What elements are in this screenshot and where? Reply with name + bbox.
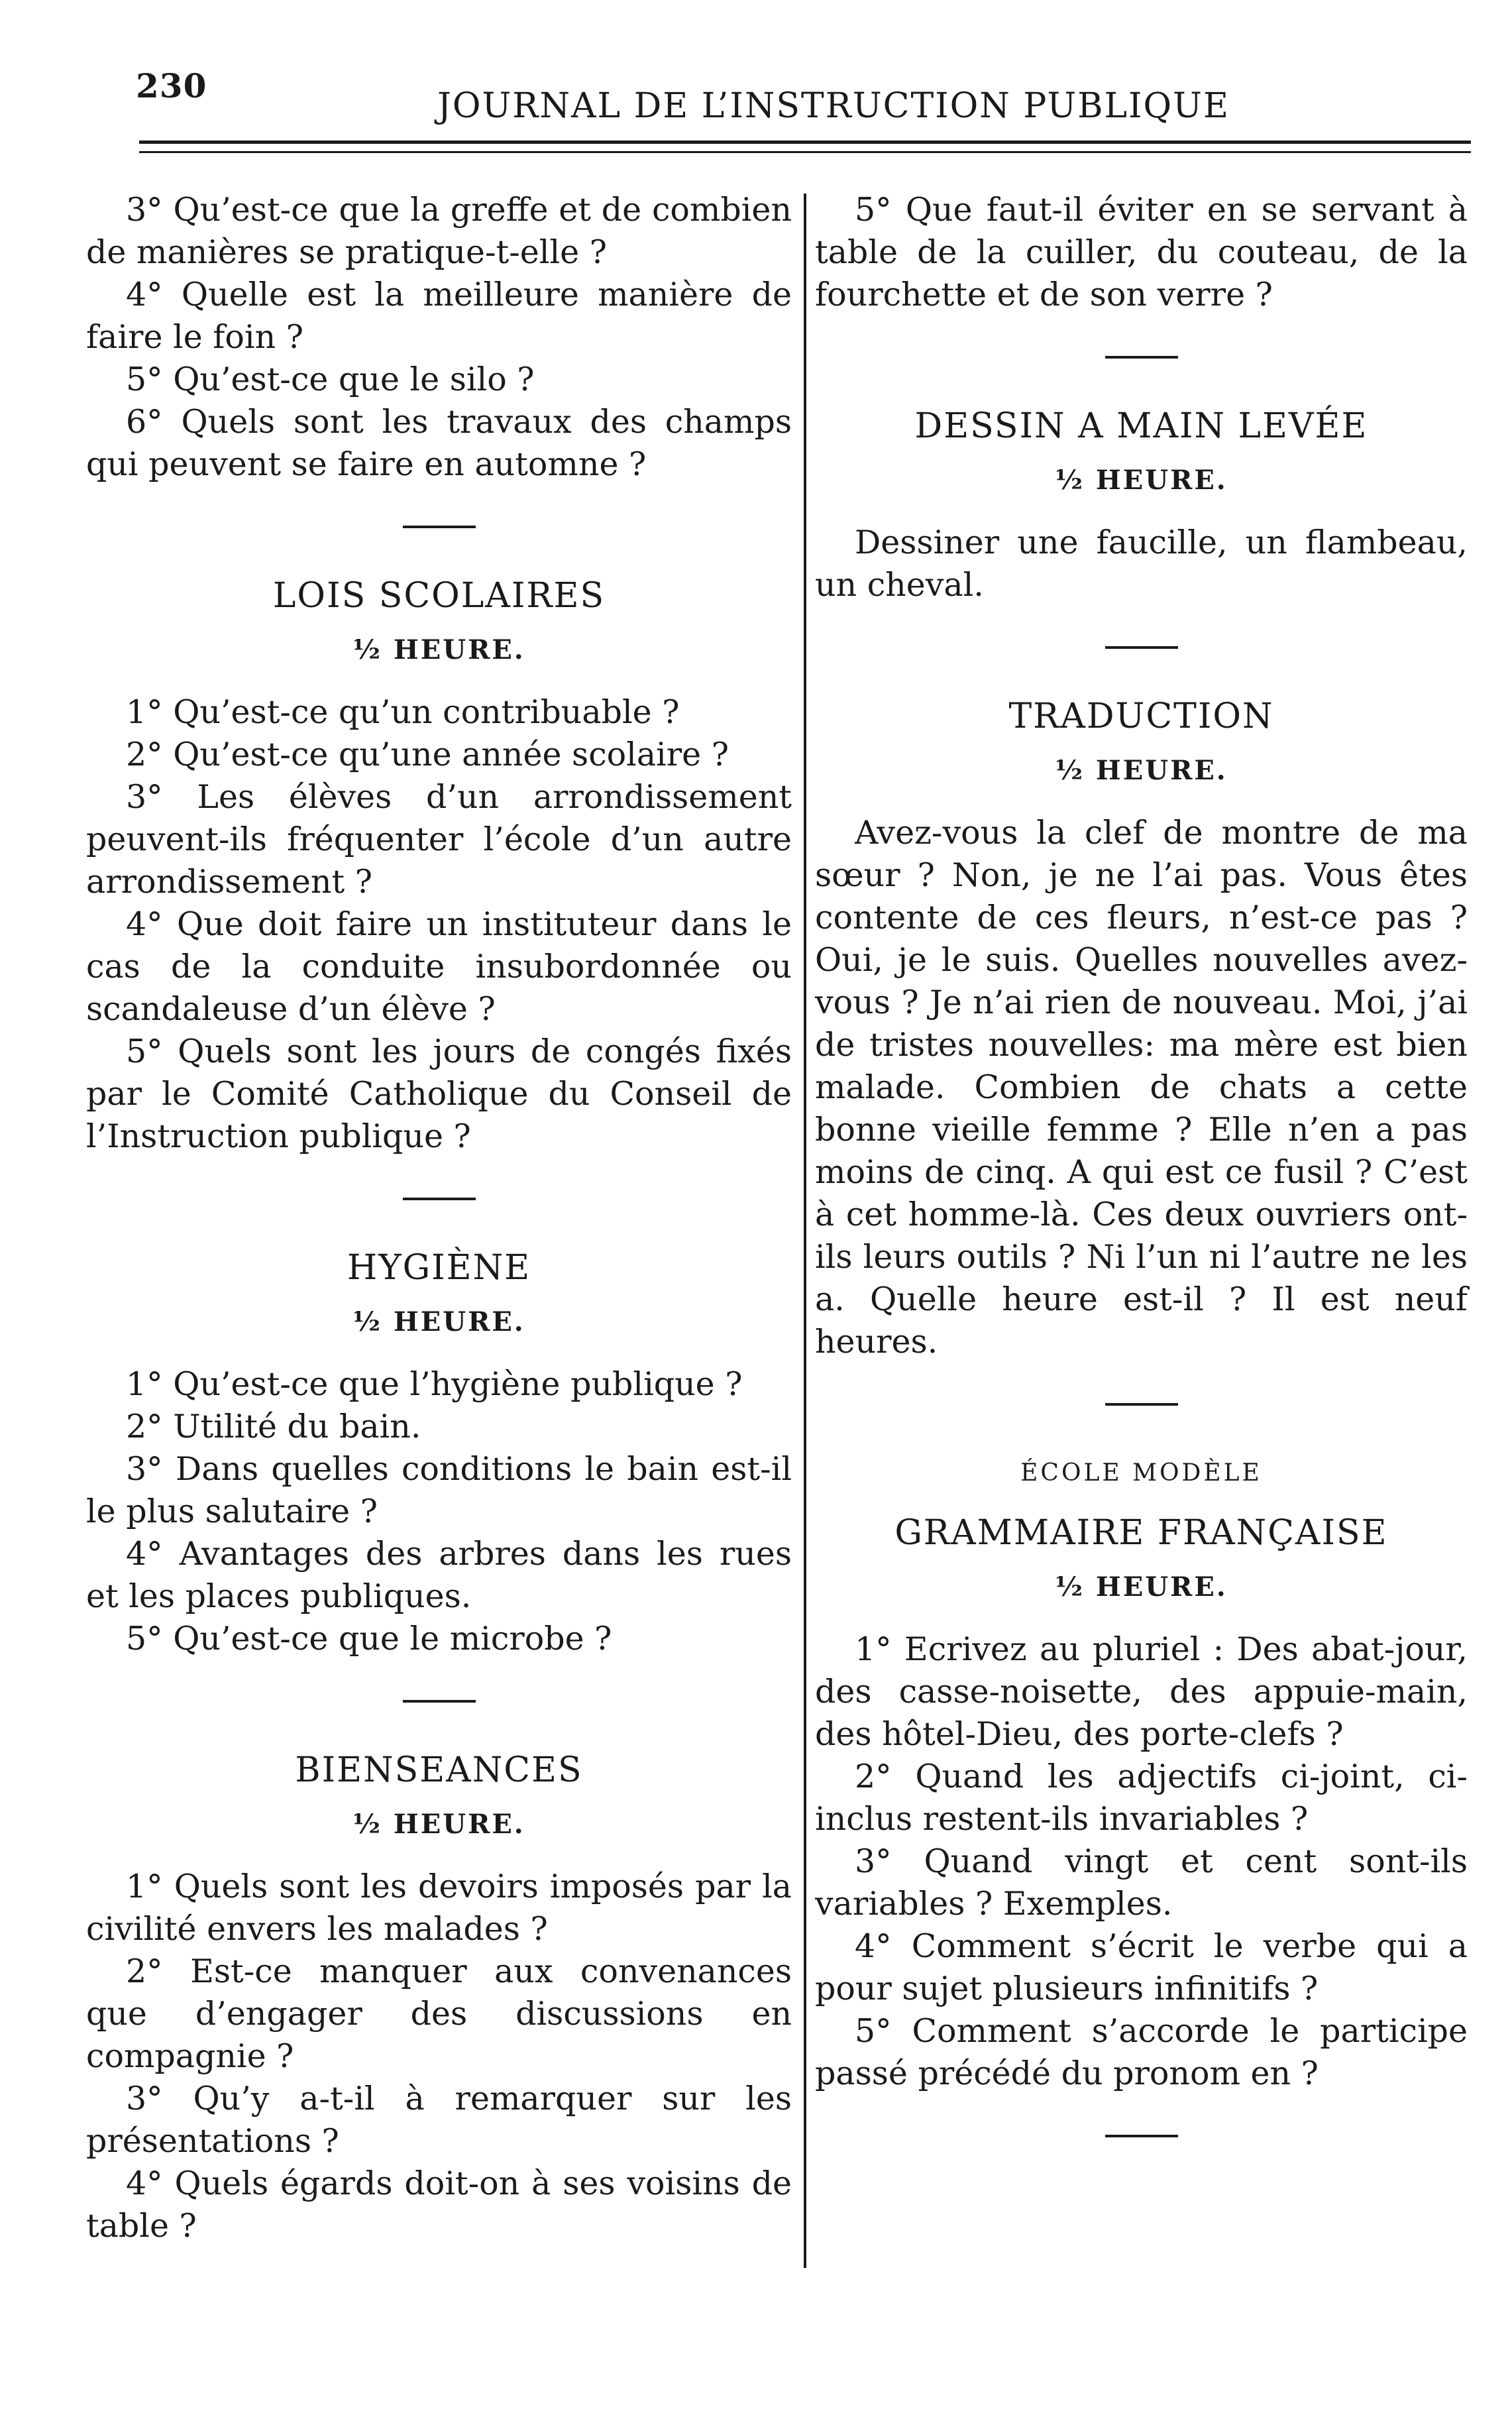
question: 2° Utilité du bain. xyxy=(126,1408,421,1445)
section-duration: ½ HEURE. xyxy=(1055,465,1228,496)
section-duration: ½ HEURE. xyxy=(352,634,525,665)
question: 5° Quels sont les jours de congés fixés par le Comité Catholique du Conseil de l’Instruction publique ? xyxy=(86,1033,792,1155)
section-separator xyxy=(403,526,476,528)
paragraph: Avez-vous la clef de montre de ma sœur ? Non, je ne l’ai pas. Vous êtes contente de ces fleurs, n’est-ce pas ? Oui, je le suis. Quelles nouvelles avez-vous ? Je n’ai rien de nouveau. Moi, j’ai de tristes nouvelles: ma mère est bien malade. Combien de chats a cette bonne vieille femme ? Elle n’en a pas moins de cinq. A qui est ce fusil ? C’est à cet homme-là. Ces deux ouvriers ont-ils leurs outils ? Ni l’un ni l’autre ne les a. Quelle heure est-il ? Il est neuf heures. xyxy=(815,814,1468,1361)
section-title-traduction: TRADUCTION xyxy=(1008,697,1274,736)
question: 3° Dans quelles conditions le bain est-il le plus salutaire ? xyxy=(86,1450,792,1530)
question: 4° Quels égards doit-on à ses voisins de table ? xyxy=(86,2165,792,2245)
section-title-bienseances: BIENSEANCES xyxy=(295,1750,583,1790)
left-column xyxy=(86,189,792,2247)
section-duration: ½ HEURE. xyxy=(352,1809,525,1840)
section-duration: ½ HEURE. xyxy=(1055,755,1228,786)
question: 1° Qu’est-ce qu’un contribuable ? xyxy=(126,693,680,731)
header-rule-thick xyxy=(139,141,1471,144)
section-title-lois-scolaires: LOIS SCOLAIRES xyxy=(272,576,606,616)
question: 4° Comment s’écrit le verbe qui a pour sujet plusieurs infinitifs ? xyxy=(815,1927,1468,2007)
question: 3° Qu’est-ce que la greffe et de combien de manières se pratique-t-elle ? xyxy=(86,191,792,271)
section-kicker: ÉCOLE MODÈLE xyxy=(1020,1459,1262,1487)
section-separator xyxy=(403,1700,476,1703)
question: 3° Quand vingt et cent sont-ils variables ? Exemples. xyxy=(815,1842,1468,1923)
section-title-hygiene: HYGIÈNE xyxy=(347,1248,531,1288)
section-separator xyxy=(1105,646,1178,649)
header-rule-thin xyxy=(139,151,1471,153)
right-column xyxy=(815,189,1468,2184)
section-separator xyxy=(1105,1403,1178,1406)
question: 4° Quelle est la meilleure manière de faire le foin ? xyxy=(86,276,792,356)
question: 2° Quand les adjectifs ci-joint, ci-inclus restent-ils invariables ? xyxy=(815,1758,1468,1838)
paragraph: Dessiner une faucille, un flambeau, un cheval. xyxy=(815,524,1468,604)
question: 5° Que faut-il éviter en se servant à table de la cuiller, du couteau, de la fourchette et de son verre ? xyxy=(815,191,1468,313)
section-separator xyxy=(403,1198,476,1200)
section-duration: ½ HEURE. xyxy=(352,1306,525,1337)
question: 2° Qu’est-ce qu’une année scolaire ? xyxy=(126,736,729,773)
section-duration: ½ HEURE. xyxy=(1055,1571,1228,1603)
column-divider xyxy=(804,194,806,2268)
section-title-dessin: DESSIN A MAIN LEVÉE xyxy=(914,406,1368,446)
section-separator xyxy=(1105,356,1178,359)
question: 5° Qu’est-ce que le silo ? xyxy=(126,361,535,398)
question: 5° Comment s’accorde le participe passé précédé du pronom en ? xyxy=(815,2012,1468,2092)
question: 3° Qu’y a-t-il à remarquer sur les présentations ? xyxy=(86,2080,792,2160)
question: 1° Ecrivez au pluriel : Des abat-jour, des casse-noisette, des appuie-main, des hôtel-Dieu, des porte-clefs ? xyxy=(815,1630,1468,1753)
question: 3° Les élèves d’un arrondissement peuvent-ils fréquenter l’école d’un autre arrondissement ? xyxy=(86,778,792,901)
question: 1° Quels sont les devoirs imposés par la civilité envers les malades ? xyxy=(86,1868,792,1948)
running-head: JOURNAL DE L’INSTRUCTION PUBLIQUE xyxy=(437,86,1230,126)
section-separator xyxy=(1105,2135,1178,2137)
question: 4° Avantages des arbres dans les rues et les places publiques. xyxy=(86,1535,792,1615)
question: 1° Qu’est-ce que l’hygiène publique ? xyxy=(126,1365,743,1403)
question: 6° Quels sont les travaux des champs qui peuvent se faire en automne ? xyxy=(86,403,792,483)
question: 5° Qu’est-ce que le microbe ? xyxy=(126,1620,612,1658)
section-title-grammaire: GRAMMAIRE FRANÇAISE xyxy=(894,1513,1388,1553)
page-number: 230 xyxy=(136,66,207,105)
question: 4° Que doit faire un instituteur dans le cas de la conduite insubordonnée ou scandaleuse d’un élève ? xyxy=(86,905,792,1028)
question: 2° Est-ce manquer aux convenances que d’engager des discussions en compagnie ? xyxy=(86,1952,792,2075)
